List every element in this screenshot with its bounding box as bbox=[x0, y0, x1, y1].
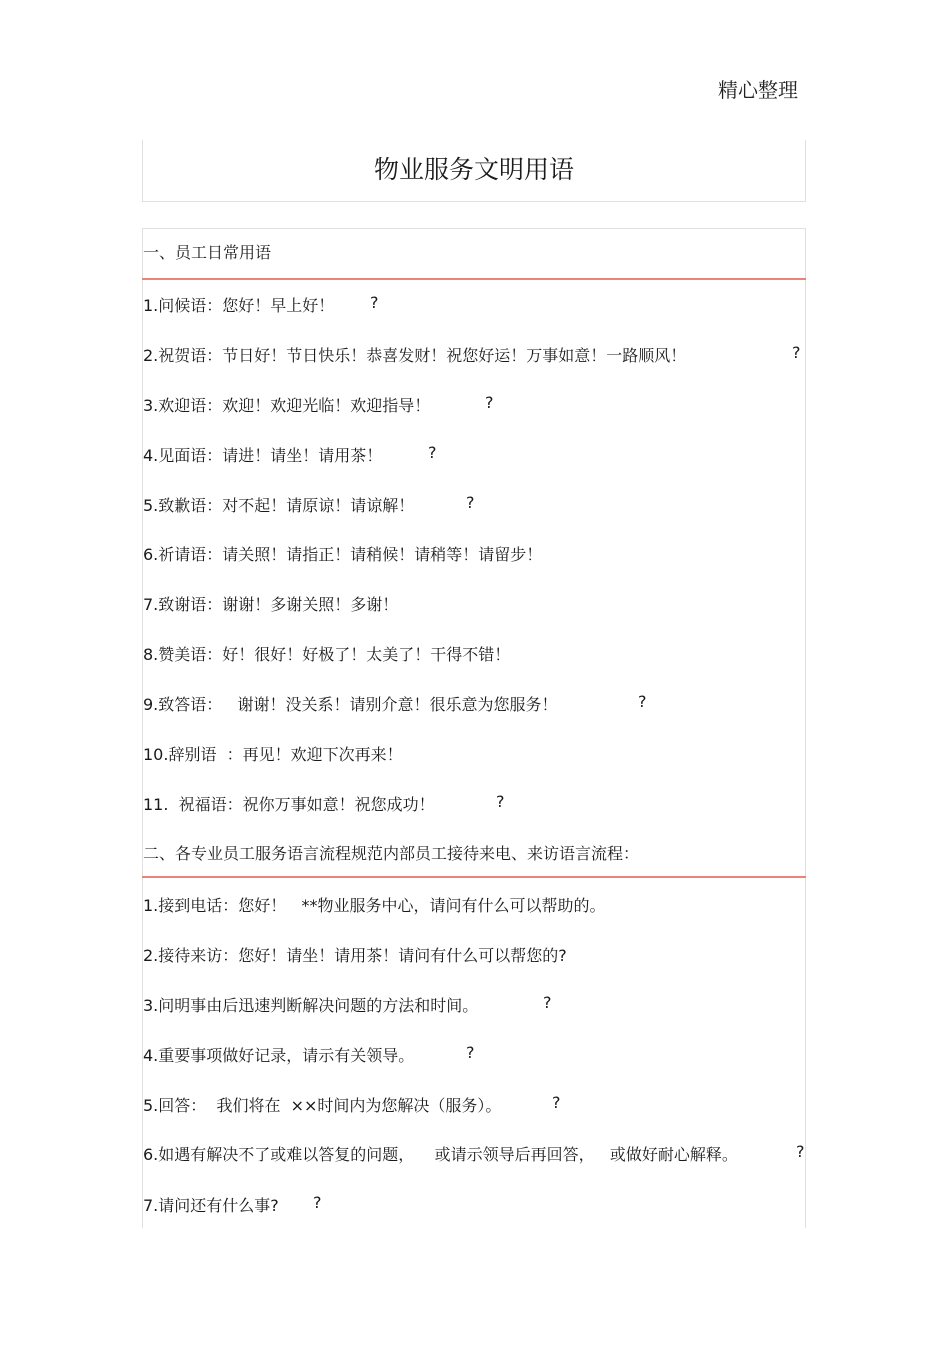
list-item: 4.见面语：请进！请坐！请用茶！ bbox=[143, 446, 383, 465]
question-mark: ? bbox=[313, 1193, 322, 1212]
question-mark: ? bbox=[485, 393, 494, 412]
list-item: 6.祈请语：请关照！请指正！请稍候！请稍等！请留步！ bbox=[143, 545, 543, 564]
section-heading-2: 二、各专业员工服务语言流程规范内部员工接待来电、来访语言流程： bbox=[143, 844, 640, 863]
page-title: 物业服务文明用语 bbox=[373, 155, 574, 184]
list-item: 7.请问还有什么事? bbox=[143, 1196, 279, 1215]
list-item: 2.祝贺语：节日好！节日快乐！恭喜发财！祝您好运！万事如意！一路顺风！ bbox=[143, 346, 687, 365]
header-note: 精心整理 bbox=[718, 78, 798, 102]
question-mark: ? bbox=[466, 493, 475, 512]
question-mark: ? bbox=[428, 443, 437, 462]
list-item: 3.欢迎语：欢迎！欢迎光临！欢迎指导！ bbox=[143, 396, 431, 415]
section-heading-1: 一、员工日常用语 bbox=[143, 243, 272, 262]
list-item: 7.致谢语：谢谢！多谢关照！多谢！ bbox=[143, 595, 399, 614]
list-item: 2.接待来访：您好！请坐！请用茶！请问有什么可以帮您的? bbox=[143, 946, 567, 965]
list-item: 11. 祝福语：祝你万事如意！祝您成功！ bbox=[143, 795, 435, 814]
list-item: 6.如遇有解决不了或难以答复的问题， 或请示领导后再回答， 或做好耐心解释。 bbox=[143, 1145, 738, 1164]
question-mark: ? bbox=[792, 343, 801, 362]
list-item: 3.问明事由后迅速判断解决问题的方法和时间。 bbox=[143, 996, 479, 1015]
section-divider-2 bbox=[142, 876, 806, 878]
question-mark: ? bbox=[496, 792, 505, 811]
list-item: 10.辞别语 ：再见！欢迎下次再来！ bbox=[143, 745, 403, 764]
section-divider-1 bbox=[142, 278, 806, 280]
list-item: 1.问候语：您好！早上好！ bbox=[143, 296, 335, 315]
list-item: 5.致歉语：对不起！请原谅！请谅解！ bbox=[143, 496, 415, 515]
question-mark: ? bbox=[370, 293, 379, 312]
list-item: 4.重要事项做好记录，请示有关领导。 bbox=[143, 1046, 415, 1065]
list-item: 8.赞美语：好！很好！好极了！太美了！干得不错！ bbox=[143, 645, 511, 664]
question-mark: ? bbox=[796, 1142, 805, 1161]
list-item: 5.回答： 我们将在 ××时间内为您解决（服务）。 bbox=[143, 1096, 502, 1115]
question-mark: ? bbox=[466, 1043, 475, 1062]
question-mark: ? bbox=[638, 692, 647, 711]
question-mark: ? bbox=[543, 993, 552, 1012]
list-item: 9.致答语： 谢谢！没关系！请别介意！很乐意为您服务！ bbox=[143, 695, 558, 714]
question-mark: ? bbox=[552, 1093, 561, 1112]
content-frame bbox=[142, 228, 806, 1228]
list-item: 1.接到电话：您好！ **物业服务中心，请问有什么可以帮助的。 bbox=[143, 896, 606, 915]
